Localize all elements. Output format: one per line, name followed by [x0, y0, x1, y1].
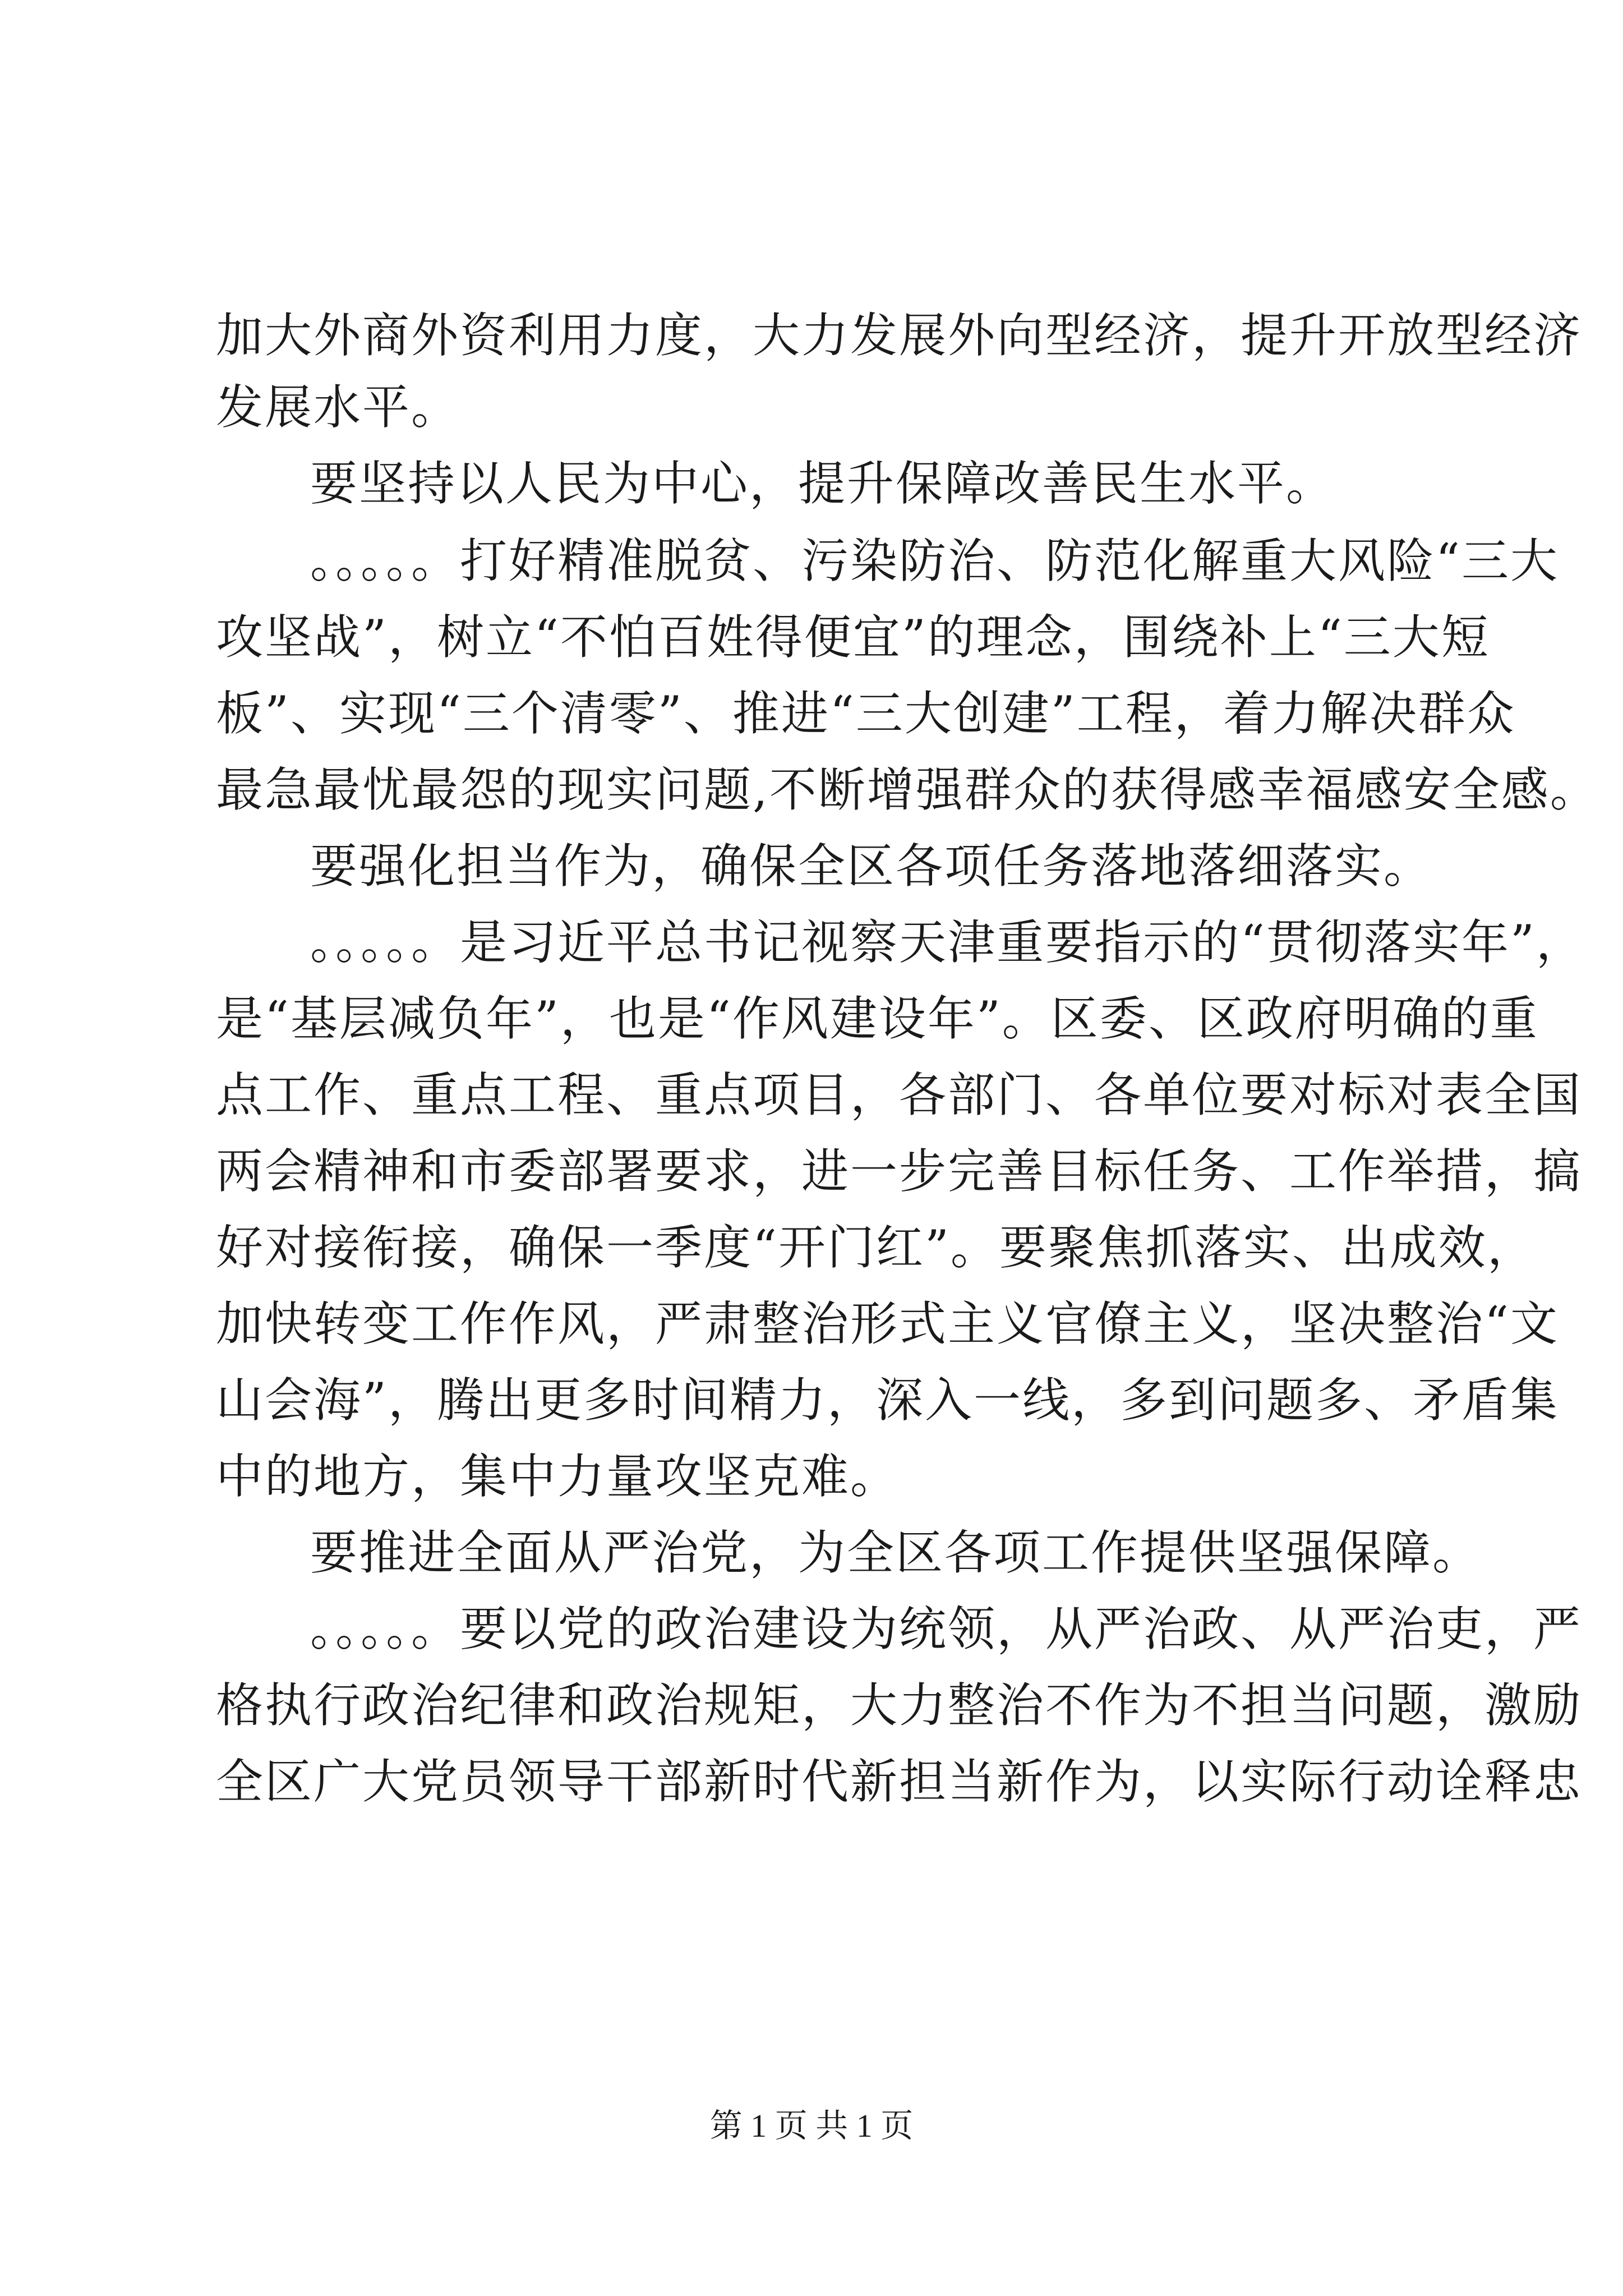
text-line: 是“基层减负年”，也是“作风建设年”。区委、区政府明确的重 [216, 991, 1539, 1046]
text-line: 攻坚战”，树立“不怕百姓得便宜”的理念，围绕补上“三大短 [216, 610, 1490, 665]
text-line: 发展水平。 [216, 380, 460, 435]
text-line: 好对接衔接，确保一季度“开门红”。要聚焦抓落实、出成效， [216, 1220, 1536, 1275]
section-heading: 要强化担当作为，确保全区各项任务落地落细落实。 [310, 839, 1433, 894]
text-line: 全区广大党员领导干部新时代新担当新作为，以实际行动诠释忠 [216, 1754, 1583, 1809]
text-line: 加快转变工作作风，严肃整治形式主义官僚主义，坚决整治“文 [216, 1296, 1559, 1351]
text-line: 最急最忧最怨的现实问题,不断增强群众的获得感幸福感安全感。 [216, 762, 1599, 817]
text-line: 。。。。。打好精准脱贫、污染防治、防范化解重大风险“三大 [310, 533, 1559, 588]
text-line: 中的地方，集中力量攻坚克难。 [216, 1449, 900, 1504]
text-line: 格执行政治纪律和政治规矩，大力整治不作为不担当问题，激励 [216, 1678, 1583, 1733]
text-line: 加大外商外资利用力度，大力发展外向型经济，提升开放型经济 [216, 308, 1583, 363]
section-heading: 要推进全面从严治党，为全区各项工作提供坚强保障。 [310, 1525, 1482, 1580]
page-number-footer: 第 1 页 共 1 页 [709, 2108, 914, 2144]
text-line: 两会精神和市委部署要求，进一步完善目标任务、工作举措，搞 [216, 1144, 1583, 1199]
text-line: 点工作、重点工程、重点项目，各部门、各单位要对标对表全国 [216, 1068, 1583, 1122]
text-line: 板”、实现“三个清零”、推进“三大创建”工程，着力解决群众 [216, 686, 1516, 741]
text-line: 。。。。。要以党的政治建设为统领，从严治政、从严治吏，严 [310, 1602, 1583, 1657]
text-line: 。。。。。是习近平总书记视察天津重要指示的“贯彻落实年”， [310, 915, 1585, 970]
text-line: 山会海”，腾出更多时间精力，深入一线，多到问题多、矛盾集 [216, 1373, 1559, 1428]
section-heading: 要坚持以人民为中心，提升保障改善民生水平。 [310, 456, 1335, 511]
